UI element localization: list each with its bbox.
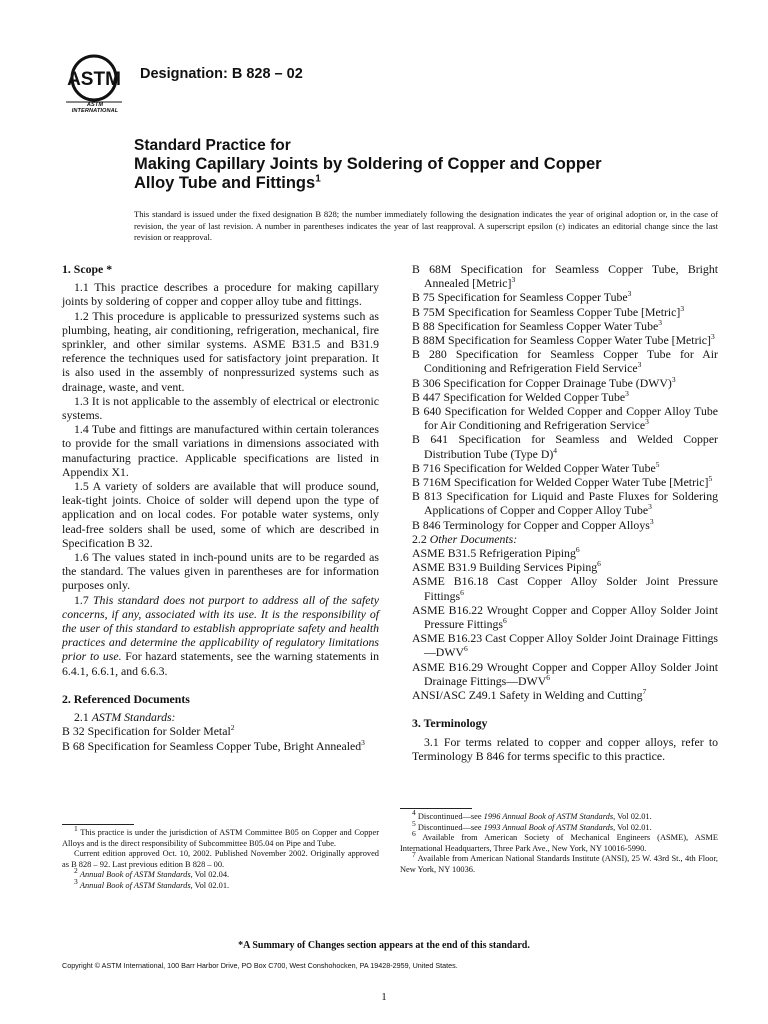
reference-footnote-mark: 3 — [658, 317, 662, 327]
reference-text: B 716M Specification for Welded Copper Water Tube [Metric] — [412, 475, 709, 490]
left-column — [62, 262, 379, 753]
reference-footnote-mark: 5 — [655, 459, 660, 469]
reference-text: B 88 Specification for Seamless Copper Water Tube — [412, 318, 659, 333]
reference-text: ASME B16.18 Cast Copper Alloy Solder Joint Pressure Fittings — [412, 574, 718, 603]
reference-item — [62, 724, 379, 738]
reference-footnote-mark: 4 — [553, 445, 558, 455]
reference-text: B 306 Specification for Copper Drainage Tube (DWV) — [412, 375, 672, 390]
reference-footnote-mark: 3 — [710, 332, 715, 342]
reference-text: B 716 Specification for Welded Copper Water Tube — [412, 460, 656, 475]
reference-text: ANSI/ASC Z49.1 Safety in Welding and Cutting — [412, 688, 643, 703]
section-heading-referenced: 2. Referenced Documents — [62, 691, 190, 706]
reference-text: B 68 Specification for Seamless Copper Tube, Bright Annealed — [62, 738, 362, 753]
reference-item — [412, 489, 718, 517]
reference-footnote-mark: 6 — [463, 644, 468, 654]
reference-item — [412, 404, 718, 432]
reference-text: ASME B31.9 Building Services Piping — [412, 560, 598, 575]
copyright-line: Copyright © ASTM International, 100 Barr Harbor Drive, PO Box C700, West Conshohocken, PA 19428-2959, United States. — [62, 961, 458, 970]
paragraph-1-5: 1.5 A variety of solders are available that will produce sound, leak-tight joints. Choice of solder will depend upon the type of application and on local codes. For potable water systems, only lead-free solders shall be used, some of which are described in Specification B 32. — [62, 479, 379, 550]
reference-item — [412, 631, 718, 659]
reference-footnote-mark: 6 — [546, 672, 550, 682]
standard-notice: This standard is issued under the fixed designation B 828; the number immediately following the designation indicates the year of original adoption or, in the case of revision, the year of last revision. A number in parentheses indicates the year of last reapproval. A superscript epsilon (ε) indicates an editorial change since the last revision or reapproval. — [134, 209, 718, 242]
astm-logo — [62, 52, 126, 114]
reference-footnote-mark: 3 — [671, 374, 676, 384]
reference-footnote-mark: 3 — [637, 360, 642, 370]
reference-item — [62, 739, 379, 753]
footnote-7: $^7$ Available from American National Standards Institute (ANSI), 25 W. 43rd St., 4th Floor, New York, NY 10036. — [400, 850, 718, 874]
reference-text: B 75M Specification for Seamless Copper Tube [Metric] — [412, 304, 681, 319]
title-line-2: Making Capillary Joints by Soldering of Copper and Copper — [134, 155, 602, 173]
reference-item — [412, 518, 718, 532]
section-heading-scope: 1. Scope * — [62, 262, 113, 276]
reference-text: ASME B16.22 Wrought Copper and Copper Alloy Solder Joint Pressure Fittings — [412, 602, 718, 632]
reference-item — [412, 603, 718, 631]
document-title — [134, 136, 694, 193]
reference-footnote-mark: 7 — [642, 687, 647, 697]
page-number: 1 — [381, 991, 387, 1003]
astm-standards-list-left — [62, 724, 379, 752]
paragraph-1-6: 1.6 The values stated in inch-pound units are to be regarded as the standard. The values given in parentheses are for information purposes only. — [62, 550, 379, 593]
astm-logo-text: ASTM INTERNATIONAL — [71, 102, 119, 114]
reference-text: B 641 Specification for Seamless and Welded Copper Distribution Tube (Type D) — [412, 432, 718, 461]
reference-item — [412, 660, 718, 688]
reference-footnote-mark: 5 — [708, 474, 713, 484]
reference-text: B 813 Specification for Liquid and Paste Fluxes for Soldering Applications of Copper and Copper Alloy Tube — [412, 489, 718, 518]
reference-footnote-mark: 3 — [649, 516, 654, 526]
reference-footnote-mark: 3 — [680, 303, 685, 313]
reference-item — [412, 376, 718, 390]
reference-text: B 447 Specification for Welded Copper Tube — [412, 389, 626, 404]
astm-standards-list-right — [412, 262, 718, 532]
reference-text: B 280 Specification for Seamless Copper Tube for Air Conditioning and Refrigeration Field Service — [412, 347, 718, 376]
reference-footnote-mark: 3 — [627, 289, 632, 299]
reference-text: ASME B16.23 Cast Copper Alloy Solder Joint Drainage Fittings—DWV — [412, 631, 718, 660]
reference-text: B 68M Specification for Seamless Copper Tube, Bright Annealed [Metric] — [412, 262, 718, 291]
reference-item — [412, 688, 718, 702]
reference-item — [412, 574, 718, 602]
footnote-3: $^3$ Annual Book of ASTM Standards, Vol 02.01. — [74, 876, 230, 890]
reference-item — [412, 432, 718, 460]
reference-text: B 88M Specification for Seamless Copper Water Tube [Metric] — [412, 333, 711, 348]
reference-footnote-mark: 6 — [460, 587, 464, 597]
section-heading-terminology: 3. Terminology — [412, 716, 488, 731]
designation: Designation: B 828 – 02 — [140, 66, 303, 82]
paragraph-1-3: 1.3 It is not applicable to the assembly of electrical or electronic systems. — [62, 393, 379, 423]
reference-footnote-mark: 3 — [511, 275, 516, 285]
paragraph-1-1: 1.1 This practice describes a procedure for making capillary joints by soldering of copper and copper alloy tube and fittings. — [62, 280, 379, 309]
reference-footnote-mark: 2 — [230, 723, 235, 733]
footnote-1b: Current edition approved Oct. 10, 2002. Published November 2002. Originally approved as B 828 – 92. Last previous edition B 828 – 00. — [62, 849, 379, 869]
title-line-3: Alloy Tube and Fittings$^1$ — [134, 173, 321, 192]
reference-item — [412, 560, 718, 574]
reference-item — [412, 390, 718, 404]
reference-item — [412, 347, 718, 375]
reference-footnote-mark: 3 — [645, 417, 649, 427]
footnote-4: $^4$ Discontinued—see 1996 Annual Book of ASTM Standards, Vol 02.01. — [412, 808, 652, 821]
subsection-2-1: 2.1 ASTM Standards: — [74, 710, 176, 725]
right-column — [412, 262, 718, 763]
reference-text: B 75 Specification for Seamless Copper Tube — [412, 290, 628, 305]
footnotes-right — [400, 808, 718, 875]
footnote-rule-right — [400, 808, 472, 809]
reference-footnote-mark: 6 — [575, 545, 580, 555]
other-documents-list — [412, 546, 718, 702]
reference-text: B 640 Specification for Welded Copper and Copper Alloy Tube for Air Conditioning and Refrigeration Service — [412, 404, 718, 433]
reference-item — [412, 262, 718, 290]
subsection-2-2: 2.2 Other Documents: — [412, 531, 518, 546]
svg-text:ASTM: ASTM — [67, 69, 121, 90]
title-line-1: Standard Practice for — [134, 137, 291, 154]
reference-item — [412, 546, 718, 560]
reference-text: B 846 Terminology for Copper and Copper Alloys — [412, 517, 650, 532]
paragraph-3-1: 3.1 For terms related to copper and copper alloys, refer to Terminology B 846 for terms specific to this practice. — [412, 734, 718, 763]
reference-item — [412, 475, 718, 489]
footnote-6: $^6$ Available from American Society of Mechanical Engineers (ASME), ASME International Headquarters, Three Park Ave., New York, NY 10016-5990. — [400, 829, 718, 853]
reference-footnote-mark: 6 — [597, 559, 601, 569]
summary-of-changes-note: *A Summary of Changes section appears at the end of this standard. — [238, 940, 530, 951]
footnote-5: $^5$ Discontinued—see 1993 Annual Book of ASTM Standards, Vol 02.01. — [412, 818, 652, 832]
reference-item — [412, 319, 718, 333]
reference-footnote-mark: 3 — [648, 502, 652, 512]
footnote-1: $^1$ This practice is under the jurisdiction of ASTM Committee B05 on Copper and Copper Alloys and is the direct responsibility of Subcommittee B05.04 on Pipe and Tube. — [62, 824, 379, 848]
reference-item — [412, 290, 718, 304]
paragraph-1-2: 1.2 This procedure is applicable to pressurized systems such as plumbing, heating, air conditioning, refrigeration, mechanical, fire sprinkler, and other similar systems. ASME B31.5 and B31.9 reference the techniques used for satisfactory joint preparation. It is also used in the assembly of nonpressurized systems such as drainage, waste, and vent. — [62, 308, 379, 394]
reference-footnote-mark: 3 — [361, 737, 365, 747]
footnotes-left — [62, 824, 379, 891]
reference-item — [412, 305, 718, 319]
reference-text: B 32 Specification for Solder Metal — [62, 724, 231, 739]
reference-footnote-mark: 3 — [625, 388, 629, 398]
paragraph-1-7: 1.7 This standard does not purport to address all of the safety concerns, if any, associated with its use. It is the responsibility of the user of this standard to establish appropriate safety and health practices and determine the applicability of regulatory limitations prior to use. For hazard statements, see the warning statements in 6.4.1, 6.6.1, and 6.6.3. — [62, 592, 380, 678]
paragraph-1-4: 1.4 Tube and fittings are manufactured within certain tolerances to provide for the small variations in dimensions associated with manufacturing practice. Applicable specifications are listed in Appendix X1. — [62, 422, 379, 479]
footnote-2: $^2$ Annual Book of ASTM Standards, Vol 02.04. — [74, 866, 230, 879]
footnote-rule-left — [62, 824, 134, 825]
reference-item — [412, 461, 718, 475]
reference-footnote-mark: 6 — [502, 616, 507, 626]
reference-text: ASME B16.29 Wrought Copper and Copper Alloy Solder Joint Drainage Fittings—DWV — [412, 659, 718, 688]
reference-text: ASME B31.5 Refrigeration Piping — [412, 546, 576, 561]
reference-item — [412, 333, 718, 347]
